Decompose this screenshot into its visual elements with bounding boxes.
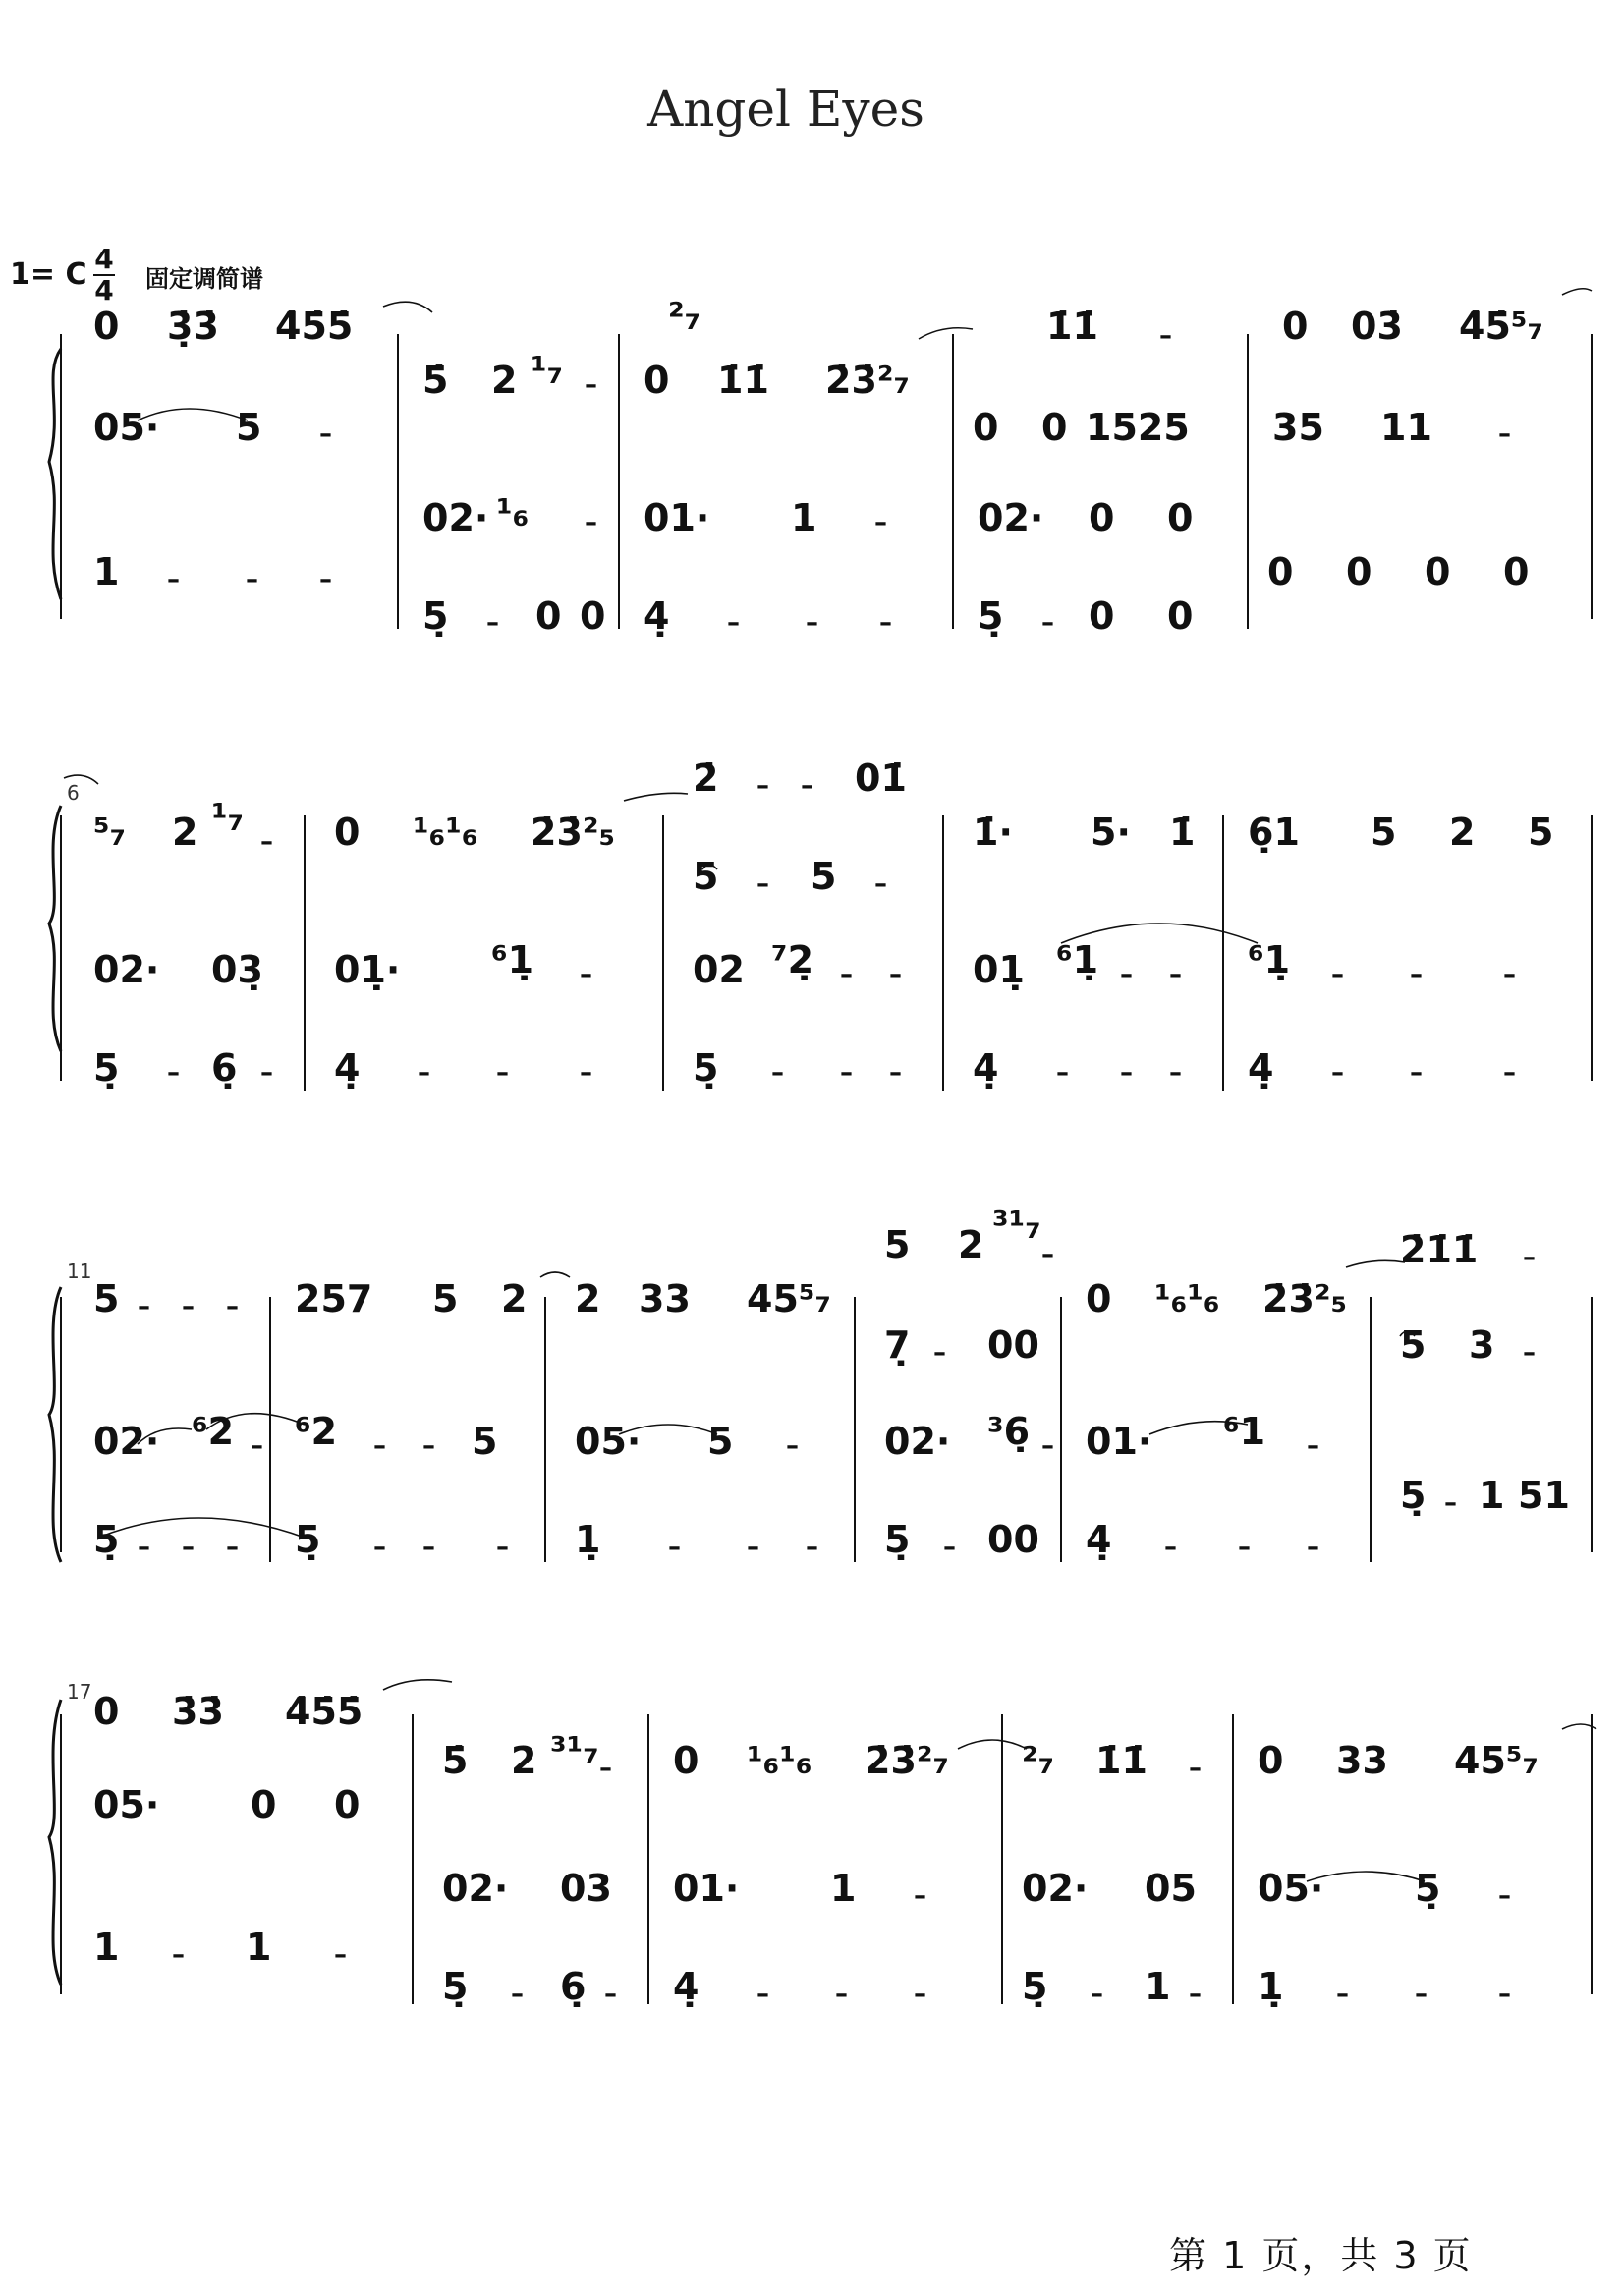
slur	[98, 1518, 305, 1538]
slurs	[64, 289, 1596, 1881]
duration-dash: –	[319, 420, 332, 449]
note: 1̣	[1258, 1965, 1284, 2008]
time-signature-bottom: 4	[94, 274, 114, 307]
duration-dash: –	[914, 1980, 926, 2009]
duration-dash: –	[1189, 1754, 1202, 1783]
note: 2̇3̇²₅	[1262, 1277, 1348, 1320]
duration-dash: –	[1410, 1058, 1423, 1088]
note: 5·	[1091, 811, 1131, 854]
duration-dash: –	[334, 1940, 347, 1970]
duration-dash: –	[1336, 1980, 1349, 2009]
note: 33	[639, 1277, 691, 1320]
duration-dash: –	[260, 827, 273, 857]
note: 5	[693, 855, 719, 898]
note: 5	[811, 855, 837, 898]
note: 2̇3̇²₇	[825, 359, 911, 402]
duration-dash: –	[599, 1754, 612, 1783]
slur	[383, 1680, 452, 1690]
duration-dash: –	[496, 1058, 509, 1088]
duration-dash: –	[1120, 960, 1133, 989]
duration-dash: –	[167, 1058, 180, 1088]
note: 3	[1469, 1323, 1495, 1367]
duration-dash: –	[1307, 1431, 1319, 1461]
note: 0	[1086, 1277, 1112, 1320]
duration-dash: –	[668, 1533, 681, 1562]
note: ²₇	[1022, 1739, 1055, 1782]
note: 5	[236, 406, 262, 449]
note: ²₇	[668, 295, 701, 338]
duration-dash: –	[422, 1533, 435, 1562]
duration-dash: –	[373, 1431, 386, 1461]
duration-dash: –	[138, 1533, 150, 1562]
duration-dash: –	[1091, 1980, 1103, 2009]
slur	[919, 328, 973, 339]
brace	[49, 1700, 61, 1985]
slur	[1346, 1260, 1405, 1267]
note: ¹₆¹₆	[413, 811, 478, 854]
note: ⁶2	[295, 1410, 338, 1453]
note: 1	[246, 1926, 272, 1969]
note: 2	[501, 1277, 528, 1320]
duration-dash: –	[1120, 1058, 1133, 1088]
note: 02·	[884, 1420, 951, 1463]
duration-dash: –	[1410, 960, 1423, 989]
note: 2̇3̇²₅	[531, 811, 616, 854]
duration-dash: –	[1503, 960, 1516, 989]
duration-dash: –	[246, 565, 258, 594]
duration-dash: –	[418, 1058, 430, 1088]
note: ¹₆¹₆	[747, 1739, 812, 1782]
duration-dash: –	[943, 1533, 956, 1562]
note: 33	[1336, 1739, 1388, 1782]
duration-dash: –	[260, 1058, 273, 1088]
note: 1	[93, 1926, 120, 1969]
notes	[93, 295, 1570, 2009]
note: 7̣	[884, 1323, 911, 1367]
duration-dash: –	[226, 1533, 239, 1562]
duration-dash: –	[1331, 1058, 1344, 1088]
duration-dash: –	[1498, 420, 1511, 449]
duration-dash: –	[786, 1431, 799, 1461]
duration-dash: –	[1444, 1488, 1457, 1518]
note: 4̣	[644, 594, 670, 638]
note: ⁶1	[1223, 1410, 1266, 1453]
note: 05·	[575, 1420, 642, 1463]
note: 4̣	[973, 1046, 999, 1090]
note: 02·	[442, 1867, 509, 1910]
note: 01·	[644, 496, 710, 539]
note: 6̣	[560, 1965, 587, 2008]
note: 01·	[1086, 1420, 1152, 1463]
note: 5	[93, 1277, 120, 1320]
note: 4̇5̇5̇	[275, 305, 354, 348]
note: 05·	[93, 1783, 160, 1826]
note: 5	[472, 1420, 498, 1463]
note: 02·	[422, 496, 489, 539]
note: 02·	[93, 948, 160, 991]
note: 3̣̇3̇	[167, 305, 219, 348]
slur	[64, 775, 98, 784]
note: 05	[1145, 1867, 1197, 1910]
note: 1̇	[1169, 811, 1196, 854]
note: 5̇	[442, 1739, 469, 1782]
duration-dash: –	[806, 608, 818, 638]
duration-dash: –	[511, 1980, 524, 2009]
time-signature-top: 4	[94, 243, 114, 275]
duration-dash: –	[1159, 321, 1172, 351]
note: 01·	[673, 1867, 740, 1910]
note: 03̇	[1351, 305, 1403, 348]
duration-dash: –	[580, 960, 592, 989]
note: 2̇	[693, 756, 719, 800]
note: 2	[172, 811, 198, 854]
note: ¹₇	[531, 349, 564, 392]
note: 2	[958, 1223, 984, 1266]
duration-dash: –	[727, 608, 740, 638]
duration-dash: –	[756, 771, 769, 801]
duration-dash: –	[1307, 1533, 1319, 1562]
note: 1̇1̇	[1046, 305, 1098, 348]
note: 0	[1041, 406, 1068, 449]
note: 00	[987, 1323, 1039, 1367]
measure-number: 11	[67, 1259, 92, 1283]
note: 03̣	[211, 948, 263, 991]
note: 2	[1449, 811, 1476, 854]
note: ³¹₇	[550, 1729, 599, 1772]
duration-dash: –	[585, 508, 597, 537]
brace	[49, 349, 61, 599]
slur	[958, 1740, 1027, 1749]
note: 0	[973, 406, 999, 449]
note: 01̣·	[334, 948, 401, 991]
note: 03	[560, 1867, 612, 1910]
note: 3̇3̇	[172, 1690, 224, 1733]
duration-dash: –	[422, 1431, 435, 1461]
duration-dash: –	[756, 1980, 769, 2009]
duration-dash: –	[874, 508, 887, 537]
duration-dash: –	[1056, 1058, 1069, 1088]
duration-dash: –	[486, 608, 499, 638]
note: ⁵₇	[93, 811, 127, 854]
duration-dash: –	[1331, 960, 1344, 989]
duration-dash: –	[1164, 1533, 1177, 1562]
duration-dash: –	[604, 1980, 617, 2009]
duration-dash: –	[835, 1980, 848, 2009]
duration-dash: –	[747, 1533, 759, 1562]
note: ⁶1̣	[1056, 938, 1099, 981]
note: 0	[1167, 594, 1194, 638]
note: 5̣	[693, 1046, 719, 1090]
note: 0	[251, 1783, 277, 1826]
note: ⁶2	[192, 1410, 235, 1453]
note: 0	[93, 305, 120, 348]
duration-dash: –	[319, 565, 332, 594]
note: 5	[1371, 811, 1397, 854]
note: 5̣	[422, 594, 449, 638]
note: 11	[1380, 406, 1432, 449]
note: 5	[1528, 811, 1554, 854]
note: 5̣	[93, 1046, 120, 1090]
duration-dash: –	[1041, 608, 1054, 638]
note: 1	[93, 550, 120, 593]
note: 05·	[1258, 1867, 1324, 1910]
note: 05·	[93, 406, 160, 449]
note: 35	[1272, 406, 1324, 449]
note: 1̇·	[973, 811, 1013, 854]
note: 0	[1346, 550, 1372, 593]
note: ¹₆¹₆	[1154, 1277, 1220, 1320]
note: 6̣1	[1248, 811, 1300, 854]
note: 4̣	[334, 1046, 361, 1090]
note: 0	[334, 811, 361, 854]
note: 1	[1145, 1965, 1171, 2008]
duration-dash: –	[182, 1292, 195, 1321]
duration-dash: –	[1189, 1980, 1202, 2009]
note: 0	[1089, 594, 1115, 638]
duration-dash: –	[1523, 1243, 1536, 1272]
duration-dash: –	[771, 1058, 784, 1088]
duration-dash: –	[585, 370, 597, 400]
note: 4̇5̇⁵₇	[1459, 305, 1544, 348]
measure-number: 6	[67, 781, 80, 805]
duration-dash: –	[840, 1058, 853, 1088]
duration-dash: –	[879, 608, 892, 638]
note: 2	[491, 359, 518, 402]
note: 0	[1089, 496, 1115, 539]
duration-dash: –	[806, 1533, 818, 1562]
note: 02	[693, 948, 745, 991]
duration-dash: –	[580, 1058, 592, 1088]
duration-dash: –	[182, 1533, 195, 1562]
duration-dash: –	[1503, 1058, 1516, 1088]
duration-dash: –	[1169, 1058, 1182, 1088]
slur	[1307, 1872, 1425, 1881]
note: 0	[580, 594, 606, 638]
duration-dash: –	[1498, 1881, 1511, 1911]
duration-dash: –	[251, 1431, 263, 1461]
duration-dash: –	[801, 771, 813, 801]
duration-dash: –	[1169, 960, 1182, 989]
note: 02·	[978, 496, 1044, 539]
note: 0	[1282, 305, 1309, 348]
duration-dash: –	[889, 1058, 902, 1088]
note: 5	[707, 1420, 734, 1463]
note: 45⁵₇	[1454, 1739, 1540, 1782]
slur	[1562, 289, 1592, 295]
note: 51	[1518, 1474, 1570, 1517]
duration-dash: –	[1498, 1980, 1511, 2009]
note: 6̣	[211, 1046, 238, 1090]
note: 2	[511, 1739, 537, 1782]
note: 4̣	[1248, 1046, 1274, 1090]
brace	[49, 1287, 61, 1562]
note: 0	[644, 359, 670, 402]
duration-dash: –	[138, 1292, 150, 1321]
note: 00	[987, 1518, 1039, 1561]
key-signature: 1= C	[10, 257, 87, 292]
note: 2̇1̇1̇	[1400, 1228, 1479, 1271]
note: 5̣	[1022, 1965, 1048, 2008]
note: 1	[1479, 1474, 1505, 1517]
note: 1	[830, 1867, 857, 1910]
note: ⁶1̣	[1248, 938, 1291, 981]
duration-dash: –	[1041, 1431, 1054, 1461]
duration-dash: –	[933, 1338, 946, 1368]
duration-dash: –	[226, 1292, 239, 1321]
note: 0	[1258, 1739, 1284, 1782]
note: 0	[334, 1783, 361, 1826]
note: 4̇5̇5̇	[285, 1690, 364, 1733]
note: 1525	[1086, 406, 1190, 449]
notation-label: 固定调简谱	[145, 265, 263, 293]
note: 5̣	[884, 1518, 911, 1561]
system-braces	[49, 349, 61, 1985]
slur	[540, 1272, 570, 1277]
slur	[624, 793, 688, 801]
duration-dash: –	[167, 565, 180, 594]
duration-dash: –	[373, 1533, 386, 1562]
note: 2	[575, 1277, 601, 1320]
duration-dash: –	[840, 960, 853, 989]
note: 0	[1425, 550, 1451, 593]
duration-dash: –	[914, 1881, 926, 1911]
note: 4̣	[1086, 1518, 1112, 1561]
duration-dash: –	[172, 1940, 185, 1970]
note: 0	[673, 1739, 700, 1782]
note: 01̇	[855, 756, 907, 800]
note: 257	[295, 1277, 373, 1320]
duration-dash: –	[1415, 1980, 1428, 2009]
note: 1̇1̇	[717, 359, 769, 402]
note: 5̇	[422, 359, 449, 402]
duration-dash: –	[496, 1533, 509, 1562]
note: 5̣	[978, 594, 1004, 638]
note: 5̣	[442, 1965, 469, 2008]
brace	[49, 806, 61, 1051]
duration-dash: –	[874, 869, 887, 899]
note: ¹₆	[496, 491, 530, 534]
note: ⁷2̣	[771, 938, 814, 981]
note: 01̣	[973, 948, 1025, 991]
note: 5̣	[295, 1518, 321, 1561]
note: ⁶1̣	[491, 938, 534, 981]
score-title: Angel Eyes	[647, 81, 924, 138]
page-footer: 第 1 页，共 3 页	[1169, 2234, 1473, 2277]
note: ³6̣	[987, 1410, 1031, 1453]
note: 0	[1267, 550, 1294, 593]
note: 5	[884, 1223, 911, 1266]
duration-dash: –	[1523, 1338, 1536, 1368]
note: 5	[1400, 1323, 1427, 1367]
note: 02·	[1022, 1867, 1089, 1910]
note: ³¹₇	[992, 1203, 1041, 1247]
duration-dash: –	[889, 960, 902, 989]
note: 02·	[93, 1420, 160, 1463]
note: 1	[791, 496, 817, 539]
note: 5	[432, 1277, 459, 1320]
duration-dash: –	[1041, 1240, 1054, 1269]
note: 5̣	[93, 1518, 120, 1561]
note: 2̇3̇²₇	[865, 1739, 950, 1782]
note: 0	[1167, 496, 1194, 539]
note: 5̣	[1415, 1867, 1441, 1910]
note: 4̣	[673, 1965, 700, 2008]
slur	[383, 302, 432, 312]
note: 5̣	[1400, 1474, 1427, 1517]
duration-dash: –	[756, 869, 769, 899]
note: ¹₇	[211, 796, 245, 839]
note: 0	[1503, 550, 1530, 593]
measure-number: 17	[67, 1680, 92, 1704]
note: 1̇1̇	[1095, 1739, 1148, 1782]
note: 0	[535, 594, 562, 638]
note: 1̣	[575, 1518, 601, 1561]
note: 45⁵₇	[747, 1277, 832, 1320]
duration-dash: –	[1238, 1533, 1251, 1562]
note: 0	[93, 1690, 120, 1733]
